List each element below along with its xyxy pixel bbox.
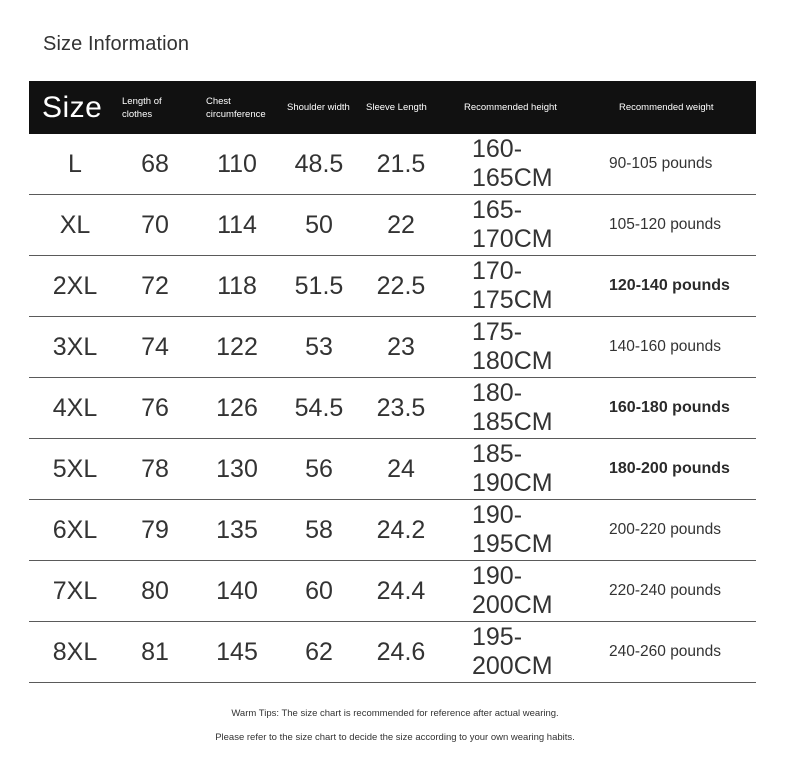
warm-tips-line-1: Warm Tips: The size chart is recommended for reference after actual wearing. — [231, 708, 559, 719]
cell-length: 74 — [141, 332, 169, 361]
cell-shoulder: 60 — [305, 576, 333, 605]
cell-height: 190-200CM — [472, 562, 553, 619]
cell-size: 6XL — [52, 515, 98, 544]
cell-size: L — [68, 149, 82, 178]
cell-shoulder: 50 — [305, 210, 333, 239]
cell-weight: 160-180 pounds — [609, 399, 730, 416]
cell-shoulder: 56 — [305, 454, 333, 483]
cell-height: 195-200CM — [472, 623, 553, 680]
cell-shoulder: 58 — [305, 515, 333, 544]
cell-length: 79 — [141, 515, 169, 544]
cell-size: 7XL — [52, 576, 98, 605]
table-body — [29, 134, 756, 683]
cell-weight: 90-105 pounds — [609, 155, 713, 172]
cell-chest: 122 — [216, 332, 258, 361]
table-row — [29, 317, 756, 378]
table-header — [29, 81, 756, 134]
cell-size: 3XL — [52, 332, 98, 361]
cell-weight: 220-240 pounds — [609, 582, 722, 599]
cell-height: 165-170CM — [472, 196, 553, 253]
table-row — [29, 134, 756, 195]
cell-size: XL — [59, 210, 91, 239]
cell-chest: 140 — [216, 576, 258, 605]
table-row — [29, 378, 756, 439]
cell-sleeve: 23 — [387, 332, 415, 361]
cell-size: 5XL — [52, 454, 98, 483]
cell-chest: 126 — [216, 393, 258, 422]
cell-length: 72 — [141, 271, 169, 300]
cell-weight: 105-120 pounds — [609, 216, 722, 233]
header-shoulder: Shoulder width — [287, 102, 350, 113]
cell-weight: 140-160 pounds — [609, 338, 722, 355]
header-height: Recommended height — [464, 102, 557, 113]
cell-height: 190-195CM — [472, 501, 553, 558]
cell-size: 8XL — [52, 637, 98, 666]
cell-sleeve: 23.5 — [376, 393, 426, 422]
table-row — [29, 622, 756, 683]
cell-chest: 118 — [217, 271, 257, 300]
table-row — [29, 561, 756, 622]
cell-sleeve: 22.5 — [376, 271, 426, 300]
cell-length: 78 — [141, 454, 169, 483]
cell-weight: 180-200 pounds — [609, 460, 730, 477]
cell-shoulder: 51.5 — [294, 271, 344, 300]
cell-shoulder: 62 — [305, 637, 333, 666]
table-row — [29, 439, 756, 500]
cell-sleeve: 24 — [387, 454, 415, 483]
cell-size: 2XL — [52, 271, 98, 300]
header-sleeve: Sleeve Length — [366, 102, 427, 113]
cell-size: 4XL — [52, 393, 98, 422]
cell-weight: 240-260 pounds — [609, 643, 722, 660]
cell-length: 70 — [141, 210, 169, 239]
cell-shoulder: 54.5 — [294, 393, 344, 422]
cell-chest: 114 — [217, 210, 257, 239]
size-table — [29, 81, 756, 683]
page-title: Size Information — [43, 33, 190, 55]
cell-length: 80 — [141, 576, 169, 605]
cell-sleeve: 24.6 — [376, 637, 426, 666]
cell-shoulder: 53 — [305, 332, 333, 361]
cell-height: 170-175CM — [472, 257, 553, 314]
cell-chest: 130 — [216, 454, 258, 483]
cell-shoulder: 48.5 — [294, 149, 344, 178]
header-size: Size — [42, 91, 103, 124]
cell-sleeve: 21.5 — [376, 149, 426, 178]
cell-weight: 200-220 pounds — [609, 521, 722, 538]
cell-sleeve: 24.4 — [376, 576, 426, 605]
header-weight: Recommended weight — [619, 102, 714, 113]
cell-chest: 135 — [216, 515, 258, 544]
cell-height: 160-165CM — [472, 135, 553, 192]
cell-sleeve: 24.2 — [376, 515, 426, 544]
header-chest: Chest circumference — [206, 95, 266, 120]
cell-height: 185-190CM — [472, 440, 553, 497]
cell-sleeve: 22 — [387, 210, 415, 239]
cell-chest: 145 — [216, 637, 258, 666]
cell-weight: 120-140 pounds — [609, 277, 730, 294]
cell-chest: 110 — [217, 149, 257, 178]
cell-height: 175-180CM — [472, 318, 553, 375]
table-row — [29, 195, 756, 256]
warm-tips-line-2: Please refer to the size chart to decide the size according to your own wearing habits. — [215, 732, 575, 743]
cell-length: 81 — [141, 637, 169, 666]
cell-length: 68 — [141, 149, 169, 178]
table-row — [29, 500, 756, 561]
cell-height: 180-185CM — [472, 379, 553, 436]
table-row — [29, 256, 756, 317]
cell-length: 76 — [141, 393, 169, 422]
header-length: Length of clothes — [122, 95, 162, 120]
